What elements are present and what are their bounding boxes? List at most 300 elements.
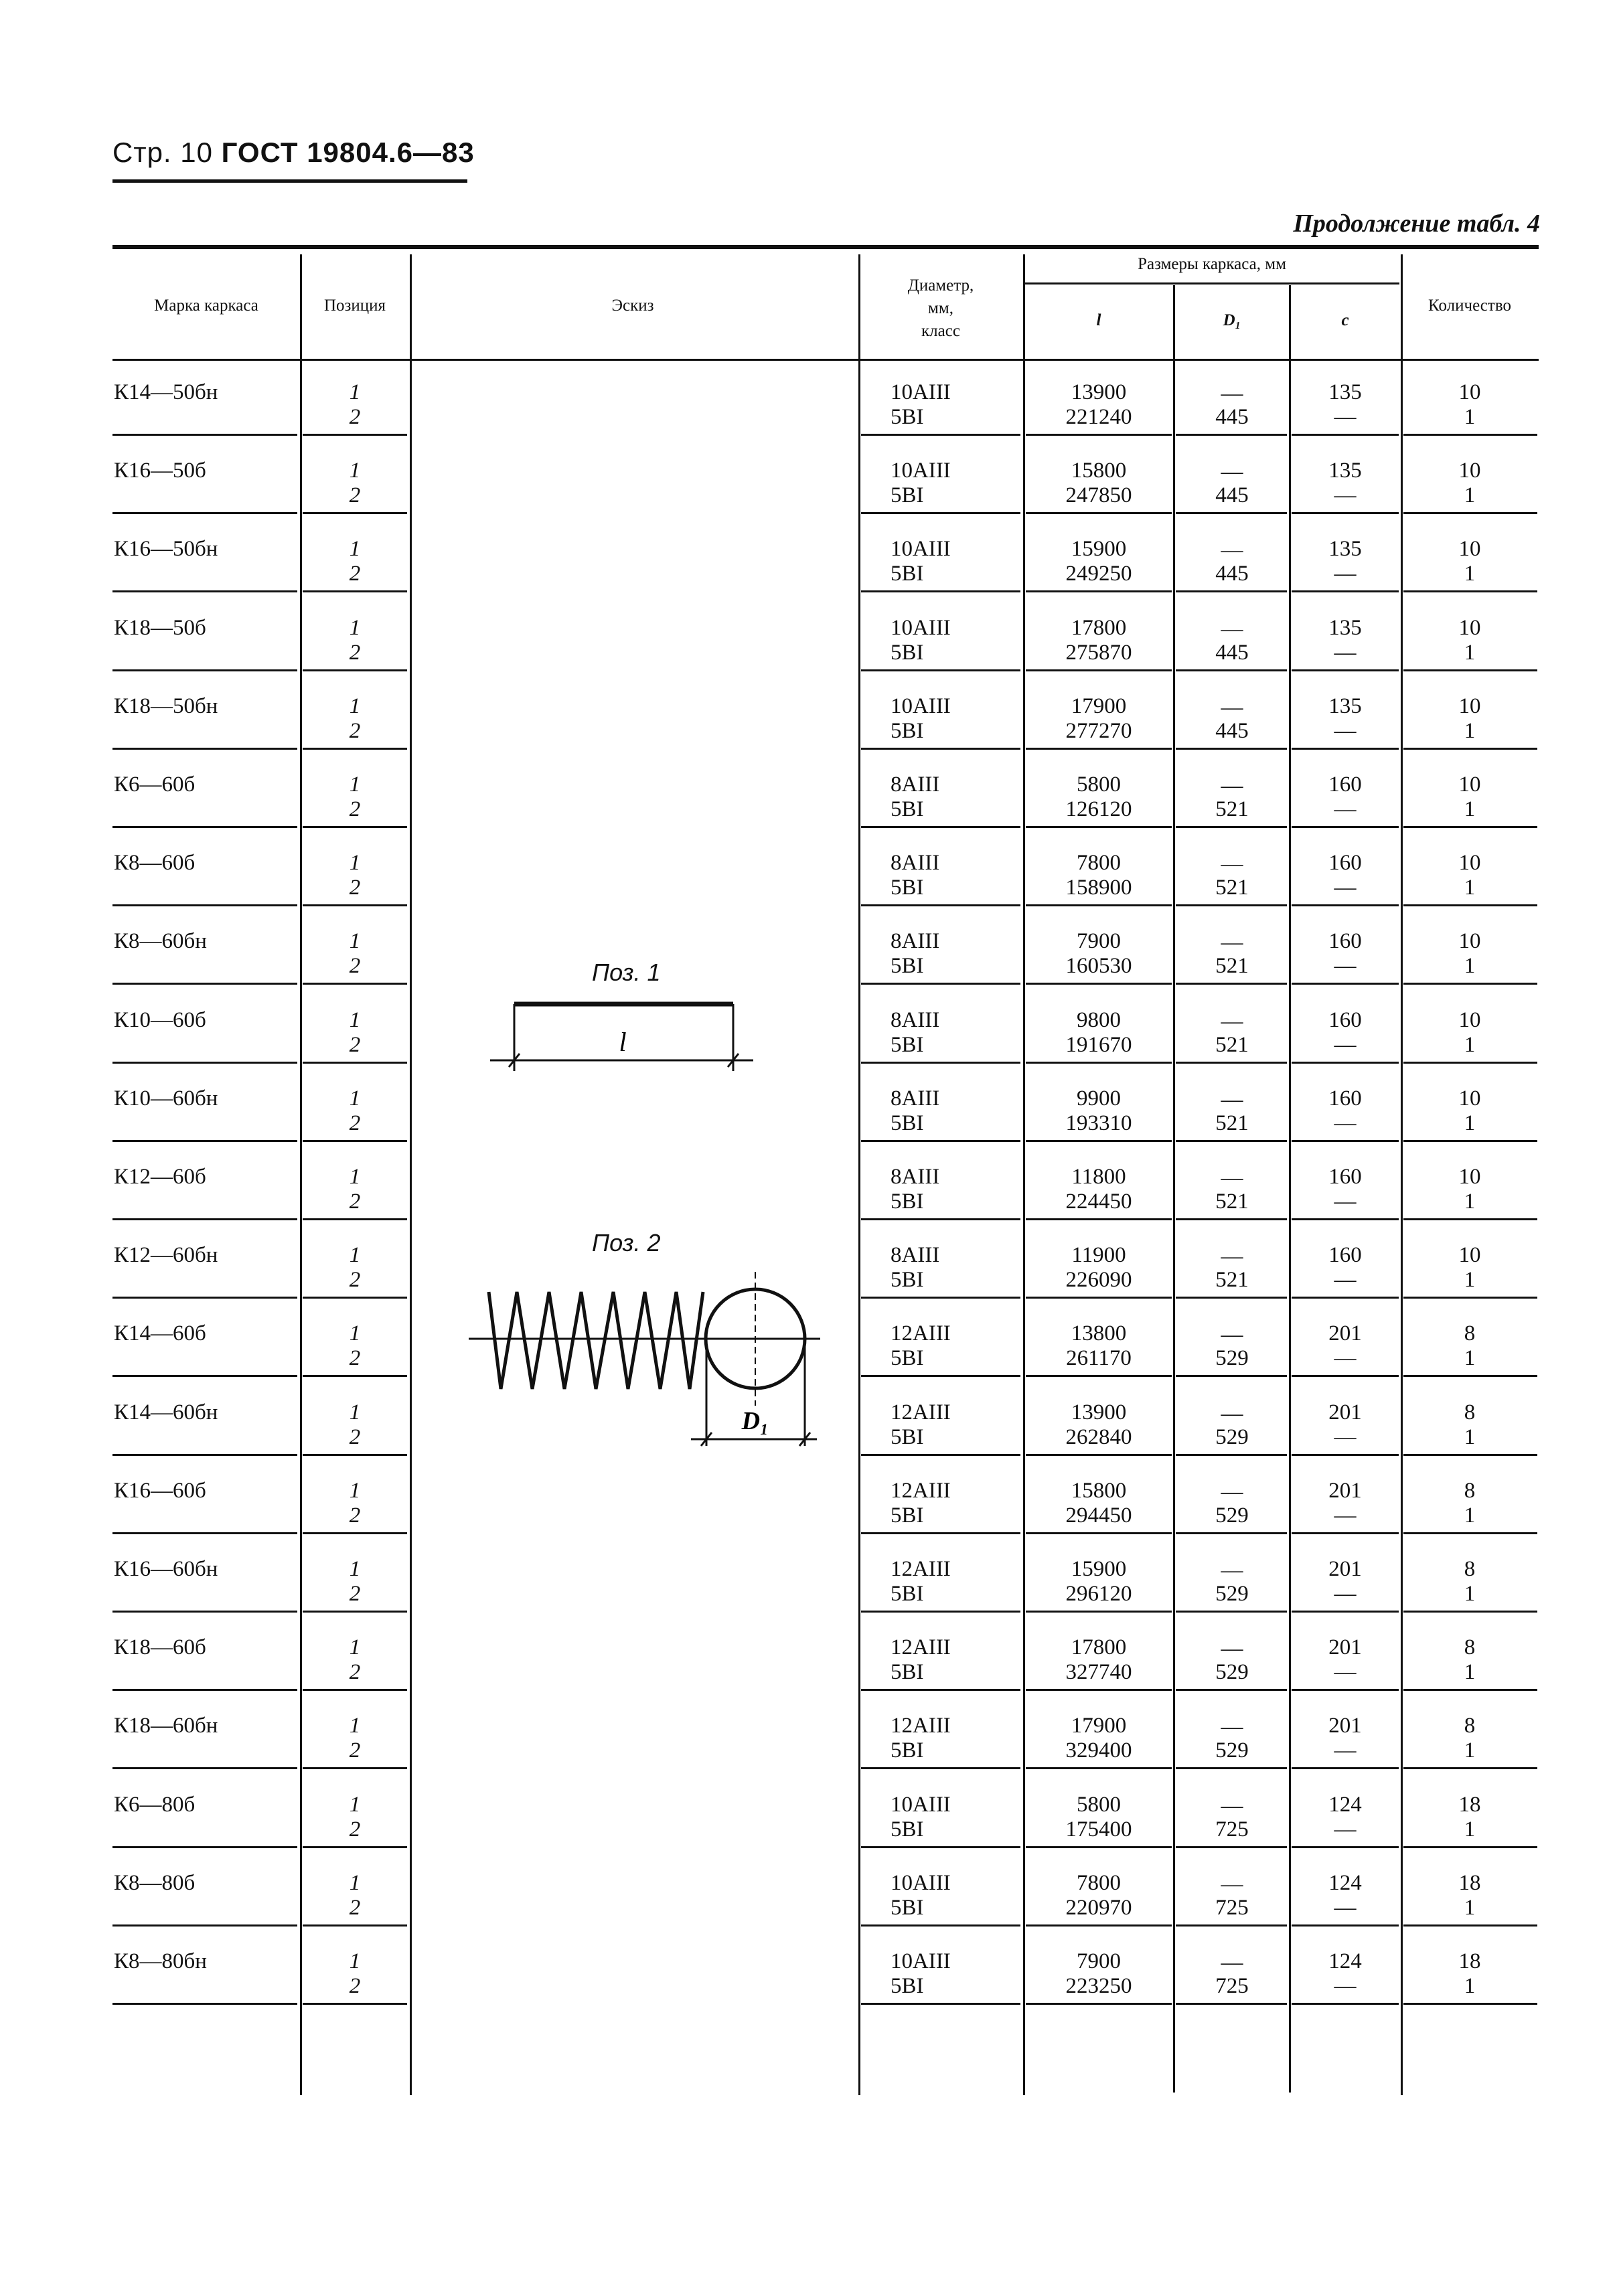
c-dash: — [1334, 1817, 1357, 1841]
length-l-2: 329400 [1065, 1738, 1132, 1763]
row-rule-d1 [1176, 1846, 1287, 1848]
d1-dash: — [1221, 1793, 1243, 1818]
row-rule-position [303, 1140, 407, 1142]
d1-dash: — [1221, 382, 1243, 406]
position-1: 1 [349, 929, 361, 954]
row-rule-d1 [1176, 434, 1287, 436]
diameter-class-1: 12AIII [891, 1321, 951, 1346]
col-header-diameter-line2: мм, [928, 299, 953, 317]
d1-dash: — [1221, 538, 1243, 563]
c-dash: — [1334, 1190, 1357, 1214]
row-rule-position [303, 826, 407, 828]
row-rule-mark [112, 1611, 297, 1613]
quantity-2: 1 [1464, 954, 1476, 979]
position-1: 1 [349, 1007, 361, 1032]
diameter-class-1: 12AIII [891, 1400, 951, 1424]
row-rule-d1 [1176, 1532, 1287, 1534]
length-l-2: 249250 [1065, 562, 1132, 586]
row-rule-c [1292, 669, 1399, 671]
row-rule-c [1292, 1846, 1399, 1848]
row-rule-position [303, 1297, 407, 1299]
length-l-1: 11800 [1071, 1165, 1126, 1189]
row-rule-position [303, 2003, 407, 2005]
position-2: 2 [349, 640, 361, 665]
header-rule [112, 179, 467, 183]
table-header-rule [112, 359, 1539, 361]
length-l-1: 17800 [1071, 1635, 1127, 1660]
row-rule-mark [112, 1454, 297, 1456]
diameter-d1: 529 [1215, 1424, 1249, 1449]
row-rule-d1 [1176, 748, 1287, 750]
c-dash: — [1334, 1111, 1357, 1135]
c-dash: — [1334, 1738, 1357, 1763]
d1-dash: — [1221, 1009, 1243, 1034]
sketch-pos2-label: Поз. 2 [592, 1229, 661, 1256]
diameter-d1: 529 [1215, 1503, 1249, 1528]
d1-dash: — [1221, 1323, 1243, 1347]
quantity-1: 8 [1464, 1557, 1476, 1581]
row-rule-position [303, 983, 407, 985]
quantity-2: 1 [1464, 1268, 1476, 1293]
length-l-1: 7900 [1077, 929, 1121, 954]
quantity-2: 1 [1464, 1032, 1476, 1057]
row-rule-quantity [1403, 2003, 1537, 2005]
row-rule-c [1292, 1924, 1399, 1926]
diameter-d1: 521 [1215, 1190, 1249, 1214]
diameter-class-1: 10AIII [891, 1949, 951, 1973]
diameter-class-2: 5BI [891, 1424, 924, 1449]
row-rule-quantity [1403, 1689, 1537, 1691]
row-rule-mark [112, 1140, 297, 1142]
d1-dash: — [1221, 930, 1243, 955]
frame-mark: К6—60б [114, 772, 196, 797]
quantity-1: 18 [1458, 1949, 1481, 1973]
position-1: 1 [349, 1792, 361, 1817]
position-2: 2 [349, 1424, 361, 1449]
row-rule-diameter [861, 1218, 1020, 1220]
row-rule-d1 [1176, 1924, 1287, 1926]
row-rule-c [1292, 748, 1399, 750]
diameter-d1: 725 [1215, 1895, 1249, 1920]
dimension-c: 160 [1328, 1165, 1362, 1189]
table-top-rule [112, 245, 1539, 249]
quantity-2: 1 [1464, 876, 1476, 900]
row-rule-l [1026, 669, 1172, 671]
row-rule-c [1292, 1297, 1399, 1299]
length-l-1: 17900 [1071, 1714, 1127, 1738]
row-rule-diameter [861, 1846, 1020, 1848]
row-rule-d1 [1176, 1767, 1287, 1769]
row-rule-diameter [861, 1140, 1020, 1142]
row-rule-diameter [861, 434, 1020, 436]
row-rule-l [1026, 590, 1172, 592]
row-rule-position [303, 512, 407, 514]
dimension-c: 201 [1328, 1400, 1362, 1424]
sketch-drawing [455, 977, 857, 1459]
quantity-1: 8 [1464, 1714, 1476, 1738]
diameter-d1: 529 [1215, 1582, 1249, 1606]
c-dash: — [1334, 405, 1357, 429]
quantity-1: 10 [1458, 929, 1481, 954]
quantity-2: 1 [1464, 1111, 1476, 1135]
row-rule-d1 [1176, 1375, 1287, 1377]
d1-dash: — [1221, 1401, 1243, 1426]
position-1: 1 [349, 1870, 361, 1895]
c-dash: — [1334, 1346, 1357, 1371]
position-1: 1 [349, 1557, 361, 1581]
row-rule-position [303, 1062, 407, 1064]
diameter-class-2: 5BI [891, 1111, 924, 1135]
dimension-c: 135 [1328, 537, 1362, 562]
diameter-d1: 529 [1215, 1660, 1249, 1685]
row-rule-c [1292, 2003, 1399, 2005]
c-dash: — [1334, 954, 1357, 979]
diameter-class-2: 5BI [891, 1660, 924, 1685]
length-l-2: 262840 [1065, 1424, 1132, 1449]
quantity-2: 1 [1464, 1895, 1476, 1920]
position-2: 2 [349, 1738, 361, 1763]
row-rule-mark [112, 1375, 297, 1377]
diameter-class-1: 10AIII [891, 380, 951, 404]
row-rule-mark [112, 1689, 297, 1691]
row-rule-diameter [861, 669, 1020, 671]
row-rule-quantity [1403, 1846, 1537, 1848]
length-l-2: 175400 [1065, 1817, 1132, 1841]
quantity-2: 1 [1464, 797, 1476, 821]
position-1: 1 [349, 1165, 361, 1189]
row-rule-quantity [1403, 1767, 1537, 1769]
diameter-class-2: 5BI [891, 1503, 924, 1528]
row-rule-l [1026, 1689, 1172, 1691]
position-2: 2 [349, 1268, 361, 1293]
diameter-class-1: 10AIII [891, 1792, 951, 1817]
dimension-c: 201 [1328, 1714, 1362, 1738]
row-rule-mark [112, 1297, 297, 1299]
position-1: 1 [349, 693, 361, 718]
row-rule-l [1026, 1611, 1172, 1613]
row-rule-l [1026, 1140, 1172, 1142]
row-rule-diameter [861, 983, 1020, 985]
c-dash: — [1334, 1424, 1357, 1449]
diameter-class-2: 5BI [891, 718, 924, 743]
row-rule-mark [112, 1924, 297, 1926]
dimension-c: 201 [1328, 1557, 1362, 1581]
row-rule-diameter [861, 1532, 1020, 1534]
row-rule-quantity [1403, 1062, 1537, 1064]
position-2: 2 [349, 1111, 361, 1135]
row-rule-c [1292, 904, 1399, 906]
length-l-1: 15800 [1071, 1478, 1127, 1503]
quantity-2: 1 [1464, 1424, 1476, 1449]
row-rule-mark [112, 1218, 297, 1220]
row-rule-position [303, 1689, 407, 1691]
frame-mark: К16—60бн [114, 1557, 218, 1581]
row-rule-quantity [1403, 1454, 1537, 1456]
dimension-c: 135 [1328, 459, 1362, 483]
diameter-d1: 529 [1215, 1346, 1249, 1371]
row-rule-l [1026, 1218, 1172, 1220]
frame-mark: К8—80бн [114, 1949, 207, 1973]
col-divider [410, 254, 412, 2095]
diameter-class-1: 12AIII [891, 1635, 951, 1660]
position-2: 2 [349, 876, 361, 900]
length-l-2: 220970 [1065, 1895, 1132, 1920]
row-rule-mark [112, 434, 297, 436]
length-l-1: 13800 [1071, 1321, 1127, 1346]
row-rule-d1 [1176, 1611, 1287, 1613]
col-header-diameter [860, 274, 1021, 343]
row-rule-c [1292, 590, 1399, 592]
row-rule-quantity [1403, 748, 1537, 750]
row-rule-quantity [1403, 1140, 1537, 1142]
row-rule-l [1026, 1846, 1172, 1848]
row-rule-d1 [1176, 1218, 1287, 1220]
position-2: 2 [349, 1817, 361, 1841]
row-rule-l [1026, 1532, 1172, 1534]
position-1: 1 [349, 380, 361, 404]
c-dash: — [1334, 1895, 1357, 1920]
position-1: 1 [349, 1400, 361, 1424]
c-dash: — [1334, 1974, 1357, 1998]
position-2: 2 [349, 954, 361, 979]
position-1: 1 [349, 1714, 361, 1738]
d1-dash: — [1221, 1637, 1243, 1661]
dimension-c: 124 [1328, 1792, 1362, 1817]
row-rule-c [1292, 1611, 1399, 1613]
c-dash: — [1334, 640, 1357, 665]
row-rule-mark [112, 1846, 297, 1848]
col-header-sketch: Эскиз [611, 297, 654, 315]
frame-mark: К16—50б [114, 459, 206, 483]
d1-dash: — [1221, 460, 1243, 485]
length-l-2: 327740 [1065, 1660, 1132, 1685]
row-rule-diameter [861, 1767, 1020, 1769]
sketch-pos1-label: Поз. 1 [592, 959, 661, 986]
row-rule-d1 [1176, 983, 1287, 985]
d1-dash: — [1221, 1872, 1243, 1896]
dimension-c: 160 [1328, 1086, 1362, 1111]
diameter-class-1: 8AIII [891, 1086, 940, 1111]
diameter-class-1: 10AIII [891, 537, 951, 562]
length-l-1: 7900 [1077, 1949, 1121, 1973]
length-l-2: 294450 [1065, 1503, 1132, 1528]
quantity-1: 10 [1458, 1243, 1481, 1268]
length-l-2: 191670 [1065, 1032, 1132, 1057]
position-2: 2 [349, 718, 361, 743]
dimension-c: 160 [1328, 1243, 1362, 1268]
diameter-d1: 445 [1215, 718, 1249, 743]
col-header-quantity: Количество [1428, 297, 1511, 315]
position-2: 2 [349, 797, 361, 821]
frame-mark: К6—80б [114, 1792, 196, 1817]
length-l-2: 247850 [1065, 483, 1132, 508]
row-rule-c [1292, 1218, 1399, 1220]
row-rule-position [303, 1924, 407, 1926]
spiral-zigzag [489, 1292, 703, 1389]
row-rule-mark [112, 512, 297, 514]
diameter-class-2: 5BI [891, 1190, 924, 1214]
quantity-1: 10 [1458, 1165, 1481, 1189]
diameter-class-2: 5BI [891, 954, 924, 979]
col-header-c: c [1341, 311, 1349, 329]
c-dash: — [1334, 1268, 1357, 1293]
row-rule-diameter [861, 904, 1020, 906]
row-rule-position [303, 669, 407, 671]
position-2: 2 [349, 1032, 361, 1057]
quantity-2: 1 [1464, 405, 1476, 429]
dimension-c: 135 [1328, 615, 1362, 640]
diameter-d1: 529 [1215, 1738, 1249, 1763]
frame-mark: К18—60бн [114, 1714, 218, 1738]
diameter-class-1: 10AIII [891, 693, 951, 718]
position-2: 2 [349, 483, 361, 508]
row-rule-quantity [1403, 826, 1537, 828]
row-rule-mark [112, 590, 297, 592]
row-rule-mark [112, 748, 297, 750]
diameter-class-2: 5BI [891, 1974, 924, 1998]
diameter-d1: 521 [1215, 876, 1249, 900]
diameter-class-1: 10AIII [891, 1870, 951, 1895]
length-l-1: 15800 [1071, 459, 1127, 483]
row-rule-position [303, 1767, 407, 1769]
row-rule-position [303, 1532, 407, 1534]
row-rule-position [303, 1611, 407, 1613]
diameter-class-1: 10AIII [891, 459, 951, 483]
dimension-c: 160 [1328, 851, 1362, 876]
quantity-2: 1 [1464, 640, 1476, 665]
row-rule-d1 [1176, 2003, 1287, 2005]
diameter-d1: 521 [1215, 954, 1249, 979]
quantity-1: 10 [1458, 537, 1481, 562]
row-rule-c [1292, 983, 1399, 985]
diameter-class-2: 5BI [891, 640, 924, 665]
row-rule-position [303, 1454, 407, 1456]
diameter-class-1: 8AIII [891, 1243, 940, 1268]
frame-mark: К14—60бн [114, 1400, 218, 1424]
c-dash: — [1334, 1582, 1357, 1606]
c-dash: — [1334, 797, 1357, 821]
row-rule-c [1292, 1532, 1399, 1534]
row-rule-quantity [1403, 983, 1537, 985]
c-dash: — [1334, 1032, 1357, 1057]
c-dash: — [1334, 876, 1357, 900]
quantity-2: 1 [1464, 1190, 1476, 1214]
length-l-2: 224450 [1065, 1190, 1132, 1214]
row-rule-quantity [1403, 434, 1537, 436]
row-rule-d1 [1176, 1689, 1287, 1691]
row-rule-diameter [861, 1611, 1020, 1613]
diameter-class-2: 5BI [891, 876, 924, 900]
dimension-c: 135 [1328, 693, 1362, 718]
row-rule-mark [112, 904, 297, 906]
diameter-class-2: 5BI [891, 1268, 924, 1293]
frame-mark: К18—60б [114, 1635, 206, 1660]
col-header-diameter-line1: Диаметр, [907, 276, 974, 295]
quantity-1: 18 [1458, 1870, 1481, 1895]
row-rule-position [303, 904, 407, 906]
quantity-1: 10 [1458, 1086, 1481, 1111]
quantity-1: 10 [1458, 615, 1481, 640]
dimension-c: 135 [1328, 380, 1362, 404]
length-l-2: 223250 [1065, 1974, 1132, 1998]
frame-mark: К12—60б [114, 1165, 206, 1189]
diameter-d1: 725 [1215, 1974, 1249, 1998]
position-2: 2 [349, 1582, 361, 1606]
row-rule-l [1026, 826, 1172, 828]
position-1: 1 [349, 1949, 361, 1973]
row-rule-d1 [1176, 669, 1287, 671]
row-rule-c [1292, 1454, 1399, 1456]
row-rule-c [1292, 1375, 1399, 1377]
quantity-1: 10 [1458, 772, 1481, 797]
position-2: 2 [349, 1974, 361, 1998]
row-rule-quantity [1403, 1611, 1537, 1613]
quantity-2: 1 [1464, 718, 1476, 743]
row-rule-mark [112, 983, 297, 985]
quantity-2: 1 [1464, 1503, 1476, 1528]
row-rule-quantity [1403, 1924, 1537, 1926]
row-rule-position [303, 1846, 407, 1848]
diameter-class-2: 5BI [891, 1032, 924, 1057]
quantity-2: 1 [1464, 1974, 1476, 1998]
row-rule-position [303, 1218, 407, 1220]
row-rule-diameter [861, 748, 1020, 750]
length-l-2: 221240 [1065, 405, 1132, 429]
d1-dash: — [1221, 1479, 1243, 1504]
position-2: 2 [349, 1895, 361, 1920]
page-number: Стр. 10 [112, 137, 213, 168]
page-header [112, 137, 475, 169]
diameter-class-2: 5BI [891, 1738, 924, 1763]
dimension-c: 201 [1328, 1635, 1362, 1660]
c-dash: — [1334, 562, 1357, 586]
dimension-c: 201 [1328, 1321, 1362, 1346]
length-l-1: 17900 [1071, 693, 1127, 718]
d1-dash: — [1221, 1244, 1243, 1269]
position-2: 2 [349, 1346, 361, 1371]
dimension-c: 201 [1328, 1478, 1362, 1503]
diameter-class-1: 12AIII [891, 1478, 951, 1503]
row-rule-quantity [1403, 669, 1537, 671]
row-rule-mark [112, 826, 297, 828]
dimension-c: 160 [1328, 929, 1362, 954]
row-rule-l [1026, 748, 1172, 750]
position-2: 2 [349, 1190, 361, 1214]
c-dash: — [1334, 1503, 1357, 1528]
row-rule-l [1026, 1924, 1172, 1926]
position-1: 1 [349, 615, 361, 640]
row-rule-quantity [1403, 1297, 1537, 1299]
row-rule-d1 [1176, 1062, 1287, 1064]
length-l-2: 277270 [1065, 718, 1132, 743]
dimension-c: 160 [1328, 1007, 1362, 1032]
frame-mark: К18—50бн [114, 693, 218, 718]
quantity-1: 8 [1464, 1321, 1476, 1346]
position-2: 2 [349, 562, 361, 586]
row-rule-l [1026, 1767, 1172, 1769]
position-1: 1 [349, 1086, 361, 1111]
c-dash: — [1334, 483, 1357, 508]
position-1: 1 [349, 459, 361, 483]
diameter-class-2: 5BI [891, 483, 924, 508]
dimension-c: 160 [1328, 772, 1362, 797]
diameter-class-1: 8AIII [891, 1165, 940, 1189]
length-l-1: 11900 [1071, 1243, 1126, 1268]
row-rule-quantity [1403, 904, 1537, 906]
quantity-1: 10 [1458, 380, 1481, 404]
frame-mark: К18—50б [114, 615, 206, 640]
diameter-d1: 521 [1215, 797, 1249, 821]
